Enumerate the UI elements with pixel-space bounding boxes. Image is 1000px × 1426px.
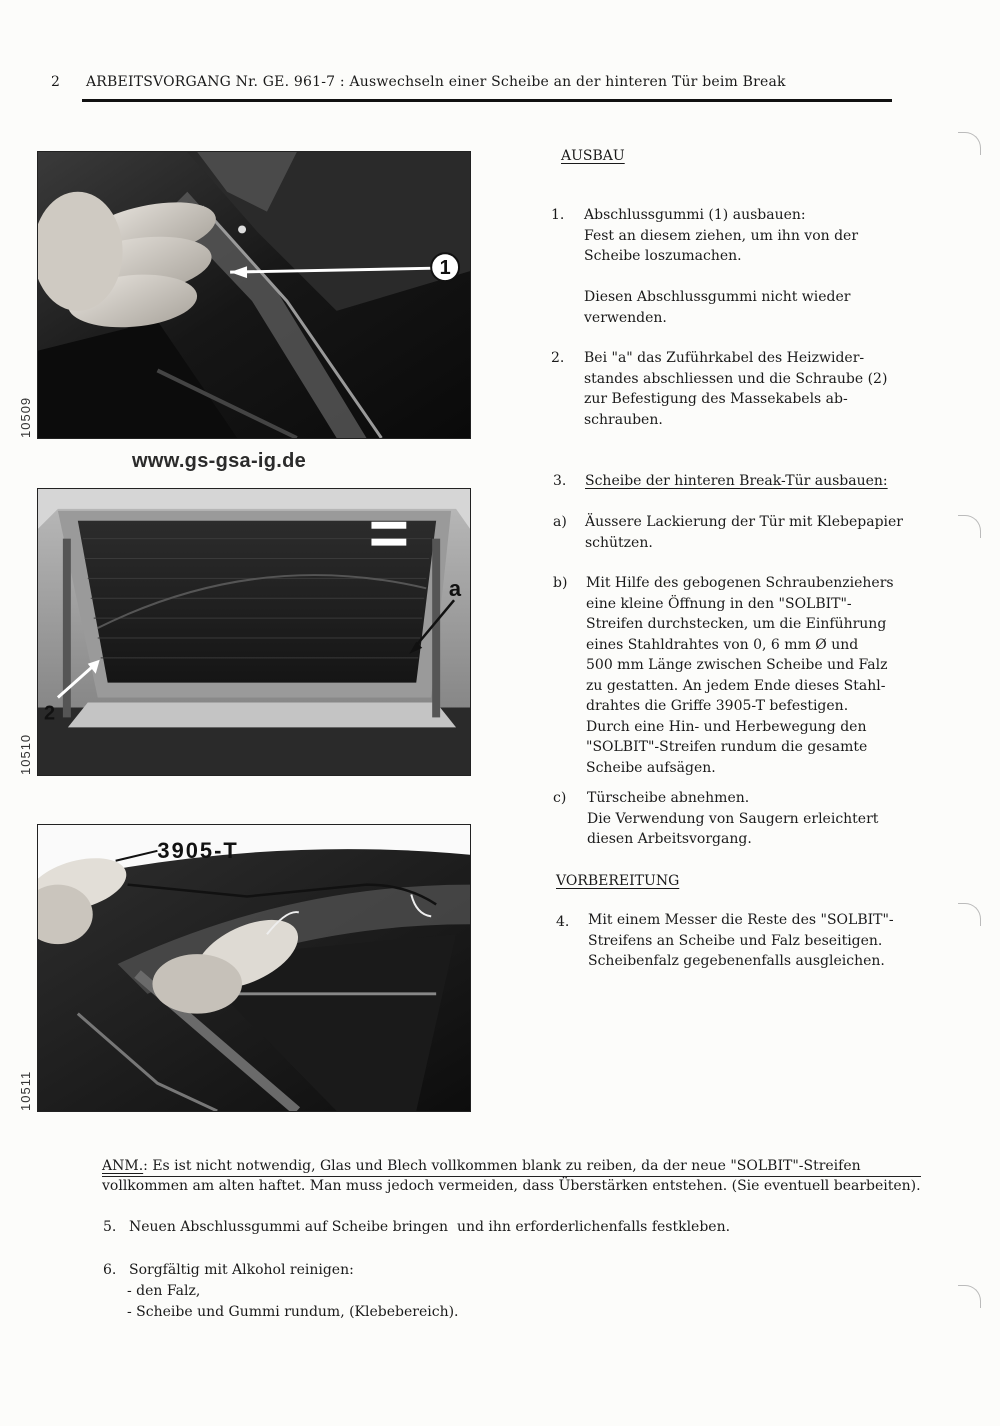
substep-label: b) [553,575,568,591]
header-rule [82,99,892,102]
substep-b-text [586,573,894,778]
page-edge-mark [958,903,981,926]
photo-rear-door [37,488,471,776]
anm-line-1: : Es ist nicht notwendig, Glas und Blech vollkommen blank zu reiben, da der neue "SOLBIT"-Streifen [143,1158,861,1174]
substep-label: c) [553,790,567,806]
page-edge-mark [958,132,981,155]
step-2-line: Bei "a" das Zuführkabel des Heizwider- [584,350,865,366]
photo-cutting-wire [37,824,471,1112]
step-3-heading: Scheibe der hinteren Break-Tür ausbauen: [585,473,888,489]
step-6-text [129,1260,354,1281]
substep-c-line: Türscheibe abnehmen. [587,790,750,806]
watermark: www.gs-gsa-ig.de [132,450,307,472]
substep-b-line: drahtes die Griffe 3905-T befestigen. [586,698,849,714]
step-6-list [127,1281,459,1322]
step-6-item: - den Falz, [127,1283,201,1299]
section-heading-vorbereitung: VORBEREITUNG [556,873,680,889]
step-2-line: standes abschliessen und die Schraube (2) [584,370,888,387]
callout-3905-t: 3905-T [157,837,239,863]
step-number: 5. [103,1219,117,1235]
substep-c-line: diesen Arbeitsvorgang. [587,831,752,847]
substep-b-line: eine kleine Öffnung in den "SOLBIT"- [586,595,852,612]
step-1-line: Abschlussgummi (1) ausbauen: [584,207,806,223]
step-number: 2. [551,350,565,366]
callout-2: 2 [43,702,56,725]
step-4-line: Scheibenfalz gegebenenfalls ausgleichen. [588,953,885,969]
anm-line-2: vollkommen am alten haftet. Man muss jedoch vermeiden, dass Überstärken entstehen. (Sie eventuell bearbeiten). [102,1178,921,1194]
step-2-line: zur Befestigung des Massekabels ab- [584,391,848,407]
figure-number: 10511 [18,1070,33,1111]
step-4-line: Streifens an Scheibe und Falz beseitigen. [588,932,883,949]
step-1-text [584,205,858,328]
step-number: 4. [556,914,570,930]
section-heading-ausbau: AUSBAU [561,148,625,164]
anm-label: ANM. [102,1158,144,1174]
step-1-line: Scheibe loszumachen. [584,248,742,264]
step-number: 1. [551,207,565,223]
anm-note [102,1156,861,1177]
page-number: 2 [51,74,61,90]
substep-b-line: Streifen durchstecken, um die Einführung [586,616,887,632]
step-4-line: Mit einem Messer die Reste des "SOLBIT"- [588,912,894,928]
substep-b-line: Mit Hilfe des gebogenen Schraubenziehers [586,575,894,591]
step-number: 3. [553,473,567,489]
page-edge-mark [958,1285,981,1308]
page-title: ARBEITSVORGANG Nr. GE. 961-7 : Auswechseln einer Scheibe an der hinteren Tür beim Break [86,74,786,90]
callout-1: 1 [439,257,451,280]
step-1-note-line: verwenden. [584,309,667,326]
substep-a-text [585,512,903,553]
substep-label: a) [553,514,567,530]
photo-remove-seal [37,151,471,439]
substep-b-line: "SOLBIT"-Streifen rundum die gesamte [586,739,868,755]
callout-a: a [448,576,462,602]
step-6-line: Sorgfältig mit Alkohol reinigen: [129,1262,354,1278]
substep-b-line: Scheibe aufsägen. [586,759,716,776]
step-number: 6. [103,1262,117,1278]
step-4-text [588,910,894,972]
substep-a-line: schützen. [585,534,653,551]
page-edge-mark [958,515,981,538]
step-1-line: Fest an diesem ziehen, um ihn von der [584,227,859,244]
substep-b-line: zu gestatten. An jedem Ende dieses Stahl- [586,677,886,694]
substep-b-line: eines Stahldrahtes von 0, 6 mm Ø und [586,636,859,653]
step-6-item: - Scheibe und Gummi rundum, (Klebebereich). [127,1303,459,1320]
step-2-text [584,348,887,430]
substep-c-line: Die Verwendung von Saugern erleichtert [587,810,879,827]
substep-a-line: Äussere Lackierung der Tür mit Klebepapier [585,514,903,530]
figure-number: 10509 [18,396,33,438]
substep-b-line: Durch eine Hin- und Herbewegung den [586,718,867,735]
step-5-text: Neuen Abschlussgummi auf Scheibe bringen und ihn erforderlichenfalls festkleben. [129,1219,731,1235]
step-2-line: schrauben. [584,411,663,428]
figure-number: 10510 [18,733,33,775]
substep-b-line: 500 mm Länge zwischen Scheibe und Falz [586,657,888,673]
substep-c-text [587,788,878,850]
step-1-note-line: Diesen Abschlussgummi nicht wieder [584,289,851,305]
